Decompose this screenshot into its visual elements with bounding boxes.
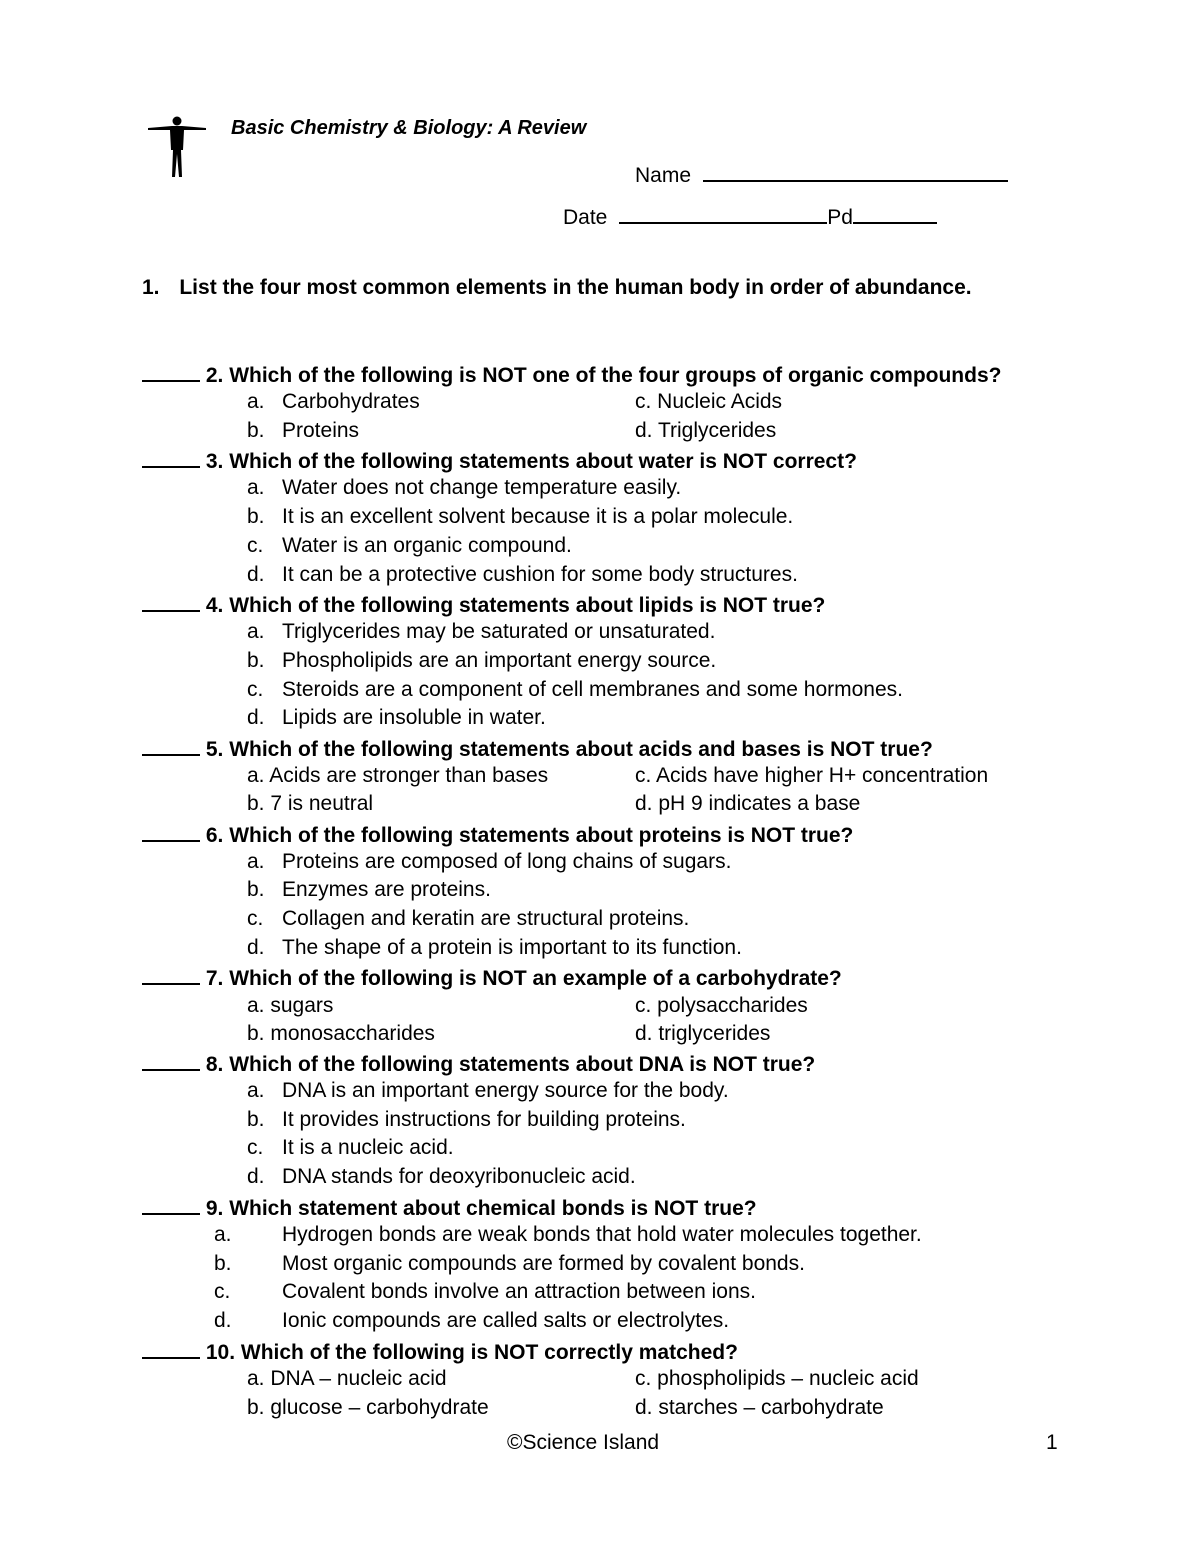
q3-option-a: Water does not change temperature easily. [282,476,682,499]
q6-option-c-letter: c. [247,907,264,930]
q4-option-d: Lipids are insoluble in water. [282,706,546,729]
q10-option-c: c. phospholipids – nucleic acid [635,1367,919,1390]
human-figure-logo [148,116,206,178]
answer-blank-5[interactable] [142,736,200,756]
question-6 [142,822,853,846]
q9-option-d: Ionic compounds are called salts or electrolytes. [282,1309,730,1332]
q2-option-b-letter: b. [247,419,265,442]
q9-option-a: Hydrogen bonds are weak bonds that hold water molecules together. [282,1223,922,1246]
answer-blank-6[interactable] [142,822,200,842]
question-3-text: 3. Which of the following statements about water is NOT correct? [205,450,857,473]
name-field[interactable] [635,162,1008,186]
question-10-text: 10. Which of the following is NOT correctly matched? [205,1341,738,1364]
q4-option-b: Phospholipids are an important energy source. [282,649,717,672]
q5-option-b: b. 7 is neutral [247,792,374,815]
question-1 [142,277,972,298]
q5-option-d: d. pH 9 indicates a base [635,792,861,815]
q9-option-b: Most organic compounds are formed by covalent bonds. [282,1252,805,1275]
q4-option-c: Steroids are a component of cell membranes and some hormones. [282,678,903,701]
q5-option-c: c. Acids have higher H+ concentration [635,764,989,787]
answer-blank-2[interactable] [142,362,200,382]
q8-option-d: DNA stands for deoxyribonucleic acid. [282,1165,636,1188]
answer-blank-10[interactable] [142,1339,200,1359]
question-10 [142,1339,738,1363]
name-label: Name [635,164,692,187]
q6-option-b-letter: b. [247,878,265,901]
q2-option-a-letter: a. [247,390,265,413]
q6-option-d-letter: d. [247,936,265,959]
q8-option-b-letter: b. [247,1108,265,1131]
question-2-text: 2. Which of the following is NOT one of the four groups of organic compounds? [205,364,1002,387]
q7-option-d: d. triglycerides [635,1022,771,1045]
worksheet-title: Basic Chemistry & Biology: A Review [231,117,587,139]
q4-option-d-letter: d. [247,706,265,729]
q8-option-b: It provides instructions for building proteins. [282,1108,686,1131]
q9-option-a-letter: a. [214,1223,232,1246]
page-number: 1 [1046,1431,1058,1454]
q2-option-d: d. Triglycerides [635,419,777,442]
q6-option-c: Collagen and keratin are structural proteins. [282,907,690,930]
question-5 [142,736,933,760]
q3-option-b-letter: b. [247,505,265,528]
question-6-text: 6. Which of the following statements about proteins is NOT true? [205,824,854,847]
q3-option-a-letter: a. [247,476,265,499]
q2-option-a: Carbohydrates [282,390,420,413]
question-5-text: 5. Which of the following statements about acids and bases is NOT true? [205,738,933,761]
q10-option-b: b. glucose – carbohydrate [247,1396,489,1419]
q7-option-b: b. monosaccharides [247,1022,435,1045]
pd-blank[interactable] [853,204,937,224]
question-3 [142,448,857,472]
q7-option-a: a. sugars [247,994,334,1017]
answer-blank-8[interactable] [142,1051,200,1071]
question-1-text: List the four most common elements in the human body in order of abundance. [179,276,972,299]
q8-option-a: DNA is an important energy source for the body. [282,1079,729,1102]
q6-option-d: The shape of a protein is important to its function. [282,936,742,959]
q4-option-c-letter: c. [247,678,264,701]
q6-option-a: Proteins are composed of long chains of sugars. [282,850,732,873]
q4-option-b-letter: b. [247,649,265,672]
q10-option-d: d. starches – carbohydrate [635,1396,884,1419]
q8-option-d-letter: d. [247,1165,265,1188]
q3-option-d-letter: d. [247,563,265,586]
q6-option-a-letter: a. [247,850,265,873]
q9-option-c-letter: c. [214,1280,231,1303]
question-4-text: 4. Which of the following statements about lipids is NOT true? [205,594,826,617]
q4-option-a-letter: a. [247,620,265,643]
question-2 [142,362,1001,386]
copyright-footer: ©Science Island [507,1431,660,1454]
q4-option-a: Triglycerides may be saturated or unsaturated. [282,620,716,643]
question-7-text: 7. Which of the following is NOT an example of a carbohydrate? [205,967,842,990]
answer-blank-3[interactable] [142,448,200,468]
question-7 [142,965,842,989]
answer-blank-9[interactable] [142,1195,200,1215]
q5-option-a: a. Acids are stronger than bases [247,764,549,787]
pd-label: Pd [827,206,853,229]
q8-option-c-letter: c. [247,1136,264,1159]
answer-blank-7[interactable] [142,965,200,985]
date-blank[interactable] [619,204,827,224]
question-8 [142,1051,815,1075]
q9-option-d-letter: d. [214,1309,232,1332]
q2-option-b: Proteins [282,419,360,442]
q3-option-b: It is an excellent solvent because it is a polar molecule. [282,505,794,528]
question-9-text: 9. Which statement about chemical bonds is NOT true? [205,1197,757,1220]
q6-option-b: Enzymes are proteins. [282,878,491,901]
q8-option-a-letter: a. [247,1079,265,1102]
q3-option-c: Water is an organic compound. [282,534,572,557]
question-1-number: 1. [142,276,160,299]
q3-option-c-letter: c. [247,534,264,557]
question-4 [142,592,825,616]
question-9 [142,1195,757,1219]
q9-option-c: Covalent bonds involve an attraction between ions. [282,1280,756,1303]
date-label: Date [563,206,608,229]
q8-option-c: It is a nucleic acid. [282,1136,454,1159]
q3-option-d: It can be a protective cushion for some body structures. [282,563,798,586]
q10-option-a: a. DNA – nucleic acid [247,1367,447,1390]
question-8-text: 8. Which of the following statements about DNA is NOT true? [205,1053,816,1076]
q7-option-c: c. polysaccharides [635,994,808,1017]
date-period-field[interactable] [563,204,937,228]
name-blank[interactable] [703,162,1008,182]
q9-option-b-letter: b. [214,1252,232,1275]
answer-blank-4[interactable] [142,592,200,612]
q2-option-c: c. Nucleic Acids [635,390,783,413]
